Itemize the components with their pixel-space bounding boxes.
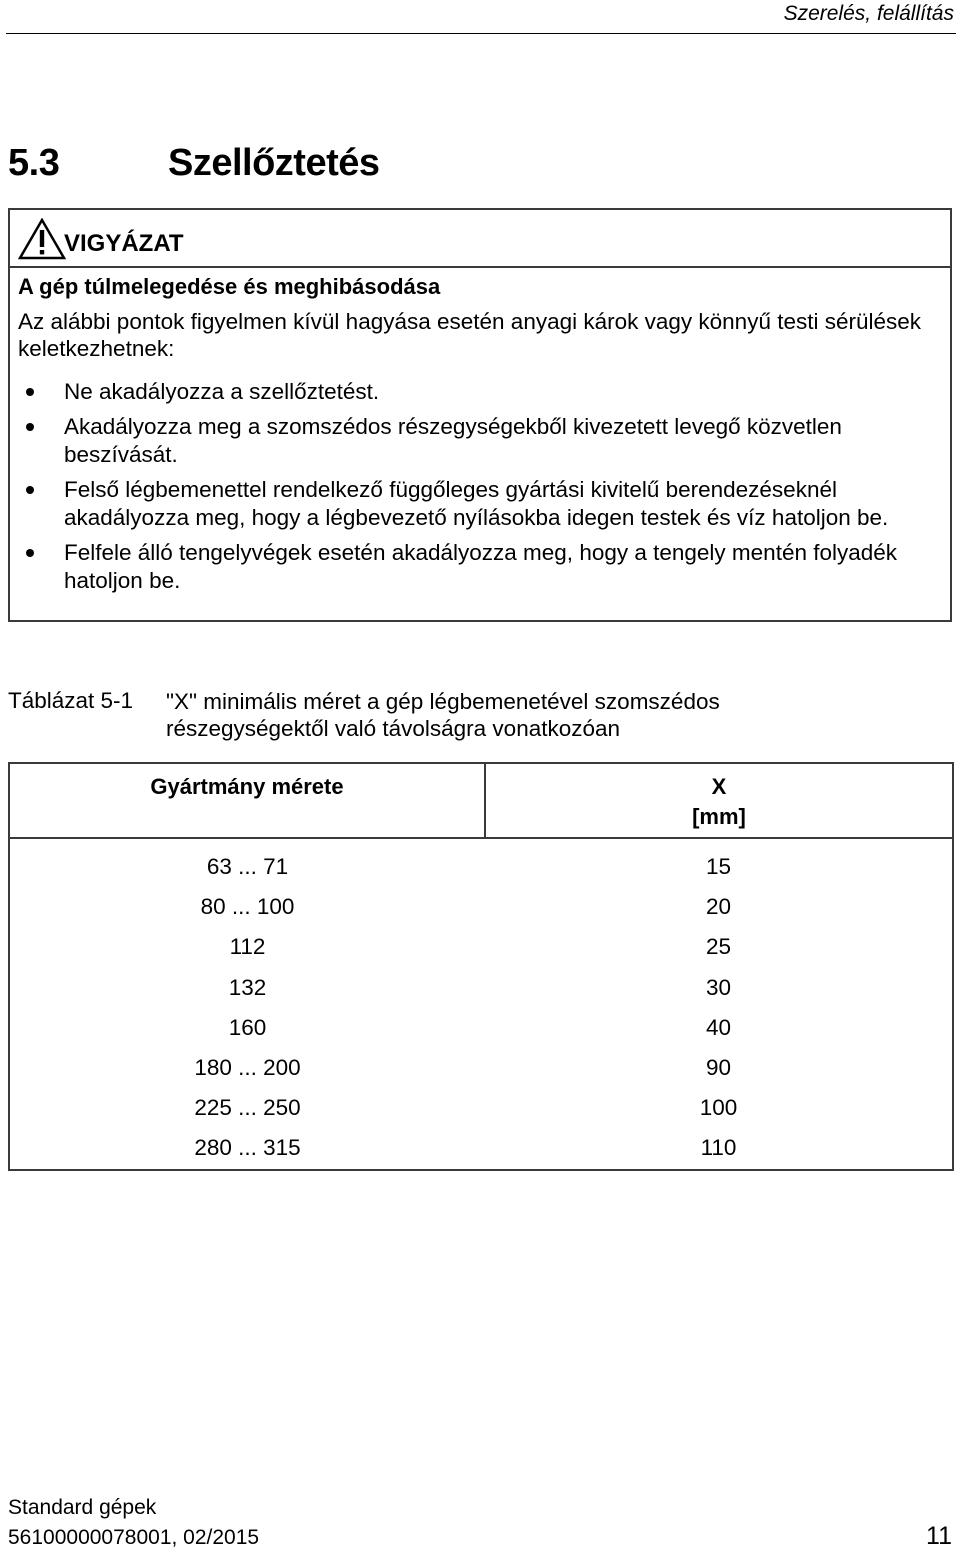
cell-x: 20: [705, 894, 732, 920]
section-number: 5.3: [8, 142, 60, 184]
table-row: [9, 1088, 953, 1128]
list-item: [18, 413, 946, 469]
section-title: Szellőztetés: [168, 142, 380, 184]
warning-subtitle: A gép túlmelegedése és meghibásodása: [18, 274, 441, 299]
cell-x: 30: [705, 974, 732, 1000]
table-row: [9, 1048, 953, 1088]
running-head: Szerelés, felállítás: [783, 2, 954, 25]
list-item-text: Felső légbemenettel rendelkező függőleges gyártási kivitelű berendezéseknél akadályozza meg, hogy a légbevezető nyílásokba idegen testek és víz hatoljon be.: [64, 477, 889, 530]
table-row: [9, 927, 953, 967]
table-header-row: [9, 763, 953, 838]
table-row: [9, 1128, 953, 1169]
cell-size: 112: [229, 934, 266, 960]
bullet: [26, 388, 34, 396]
cell-x: 40: [705, 1014, 732, 1040]
cell-x: 25: [705, 934, 732, 960]
footer-document-code: 56100000078001, 02/2015: [8, 1526, 260, 1549]
list-item: [18, 378, 946, 406]
warning-box: [8, 208, 952, 622]
warning-title-row: [10, 210, 950, 268]
table-row: [9, 1008, 953, 1048]
bullet: [26, 423, 34, 431]
cell-x: 15: [705, 854, 732, 880]
list-item-text: Felfele álló tengelyvégek esetén akadályozza meg, hogy a tengely mentén folyadék hatoljon be.: [64, 540, 898, 593]
list-item-text: Akadályozza meg a szomszédos részegységekből kivezetett levegő közvetlen beszívását.: [64, 414, 842, 467]
header-x: [485, 763, 953, 838]
warning-triangle-icon: [18, 218, 66, 260]
header-rule: [6, 33, 956, 34]
bullet: [26, 549, 34, 557]
header-x-label: X: [711, 774, 727, 799]
list-item: [18, 539, 946, 595]
table-row: [9, 838, 953, 887]
cell-size: 180 ... 200: [194, 1055, 301, 1081]
cell-size: 80 ... 100: [200, 894, 295, 920]
cell-size: 63 ... 71: [206, 854, 289, 880]
table-row: [9, 887, 953, 927]
header-x-unit: [mm]: [692, 804, 746, 829]
table-row: [9, 968, 953, 1008]
warning-label: VIGYÁZAT: [64, 230, 184, 257]
page-number: 11: [926, 1522, 952, 1550]
cell-x: 110: [700, 1135, 737, 1161]
size-distance-table: [8, 762, 954, 1171]
warning-list: [18, 378, 946, 602]
table-caption-id: Táblázat 5-1: [8, 688, 134, 713]
cell-x: 90: [705, 1055, 732, 1081]
cell-size: 132: [228, 974, 267, 1000]
table-caption-text: "X" minimális méret a gép légbemenetével szomszédos részegységektől való távolságra vonatkozóan: [166, 689, 720, 741]
header-size: Gyártmány mérete: [9, 763, 485, 838]
bullet: [26, 486, 34, 494]
list-item: [18, 476, 946, 532]
section-heading: [8, 142, 380, 185]
cell-size: 225 ... 250: [194, 1095, 301, 1121]
cell-size: 280 ... 315: [194, 1135, 301, 1161]
footer-document-title: Standard gépek: [8, 1496, 157, 1519]
warning-text: Az alábbi pontok figyelmen kívül hagyása esetén anyagi károk vagy könnyű testi sérülések keletkezhetnek:: [18, 309, 922, 361]
list-item-text: Ne akadályozza a szellőztetést.: [64, 379, 380, 404]
cell-size: 160: [228, 1014, 267, 1040]
cell-x: 100: [699, 1095, 738, 1121]
